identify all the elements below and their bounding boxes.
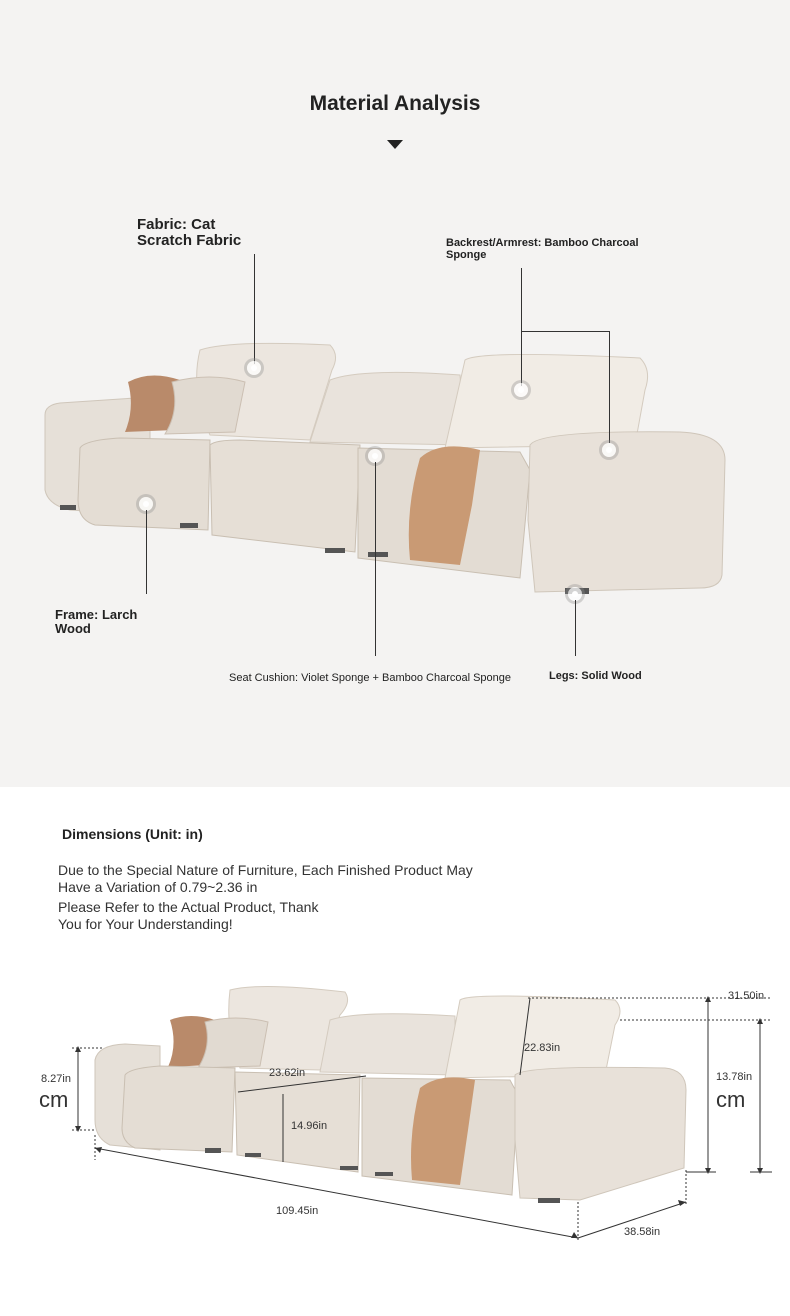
dimensions-title: Dimensions (Unit: in) [62,826,203,842]
variation-note-line3: Please Refer to the Actual Product, Thank [58,899,319,915]
dim-back-height: 22.83in [524,1042,561,1054]
seat-leader-line [375,462,376,656]
dim-seat-height: 14.96in [291,1120,328,1132]
dim-depth: 38.58in [624,1226,661,1238]
fabric-label-line2: Scratch Fabric [137,231,242,249]
backrest-leader-line [521,268,522,386]
dim-arm-unit: cm [39,1087,69,1112]
frame-label-line2: Wood [55,620,91,636]
armrest-leader-line [609,331,610,443]
sofa-image-top [40,330,730,600]
legs-leader-line [575,600,576,656]
legs-marker [568,587,582,601]
legs-label: Legs: Solid Wood [549,670,642,682]
backrest-branch-line [521,331,610,332]
seat-label: Seat Cushion: Violet Sponge + Bamboo Charcoal Sponge [229,672,512,684]
material-title: Material Analysis [309,92,481,115]
variation-note-line1: Due to the Special Nature of Furniture, Each Finished Product May [58,862,473,878]
fabric-leader-line [254,254,255,364]
sofa-dimension-diagram [0,980,790,1250]
variation-note-line2: Have a Variation of 0.79~2.36 in [58,879,258,895]
variation-note-line4: You for Your Understanding! [58,916,233,932]
backrest-label-line2: Sponge [446,248,487,261]
frame-label [55,608,137,635]
fabric-marker [247,361,261,375]
backrest-marker [514,383,528,397]
dim-arm-height: 8.27in [41,1073,71,1085]
dim-seat-depth: 23.62in [269,1067,306,1079]
backrest-label [446,238,639,261]
dim-right-height: 13.78in [716,1071,753,1083]
frame-label-line1: Frame: Larch [55,607,138,622]
frame-marker [139,497,153,511]
dim-length: 109.45in [276,1205,319,1217]
dim-total-height: 31.50in [728,990,765,1002]
backrest-label-line1: Backrest/Armrest: Bamboo Charcoal [446,237,639,249]
seat-marker [368,449,382,463]
chevron-down-icon [387,140,403,149]
dim-right-unit: cm [716,1087,746,1112]
fabric-label-line1: Fabric: Cat [137,216,216,233]
fabric-label [137,217,241,249]
armrest-marker [602,443,616,457]
frame-leader-line [146,510,147,594]
